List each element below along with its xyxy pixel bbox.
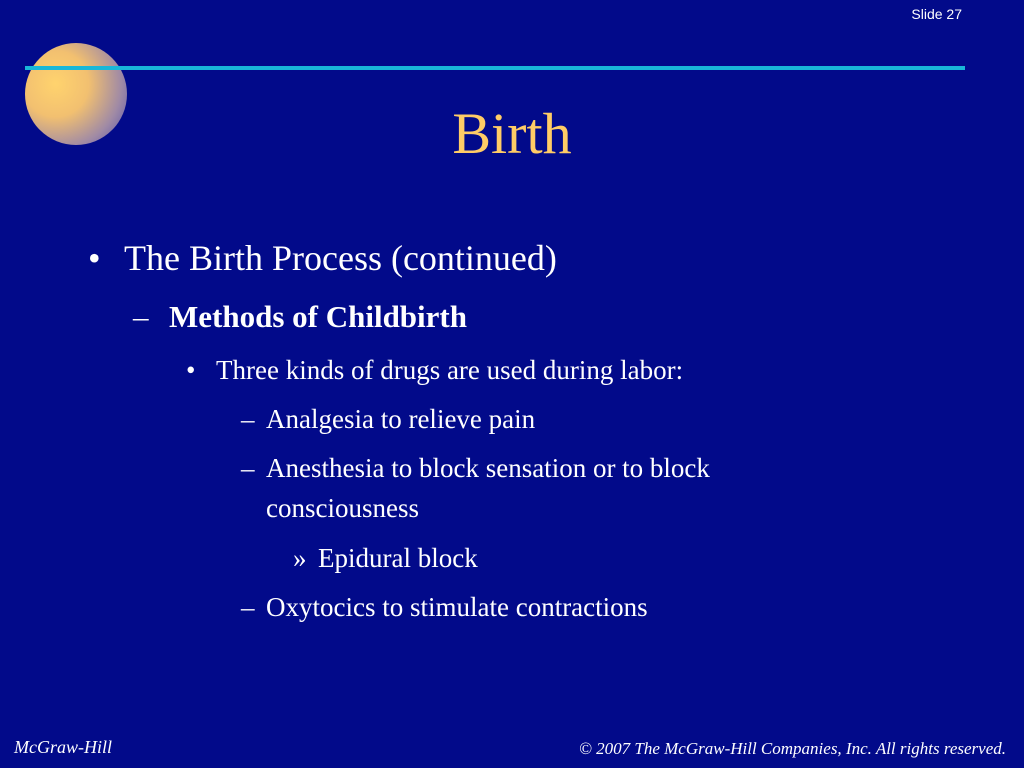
bullet-level-1 — [88, 234, 557, 282]
list-item-continuation: consciousness — [266, 493, 419, 523]
list-item-text: Analgesia to relieve pain — [266, 404, 536, 434]
dash-marker: – — [241, 404, 255, 434]
bullet-level-3 — [186, 352, 683, 388]
slide-number: Slide 27 — [911, 6, 962, 22]
bullet-text: Methods of Childbirth — [169, 299, 467, 334]
slide-title: Birth — [452, 101, 572, 166]
bullet-text: The Birth Process (continued) — [124, 238, 557, 278]
chevron-marker: » — [293, 543, 307, 573]
bullet-marker: • — [88, 238, 101, 278]
list-item — [241, 450, 710, 486]
footer-copyright: © 2007 The McGraw-Hill Companies, Inc. All rights reserved. — [578, 739, 1006, 758]
footer-brand: McGraw-Hill — [14, 737, 112, 757]
list-item-text: Oxytocics to stimulate contractions — [266, 592, 648, 622]
list-item — [241, 401, 535, 437]
dash-marker: – — [241, 592, 255, 622]
list-item-text: Epidural block — [318, 543, 478, 573]
bullet-text: Three kinds of drugs are used during labor: — [216, 355, 684, 385]
list-item — [241, 589, 648, 625]
dash-marker: – — [241, 453, 255, 483]
bullet-marker: • — [186, 355, 196, 385]
dash-marker: – — [133, 299, 149, 334]
bullet-level-2 — [133, 296, 467, 338]
list-item-text: Anesthesia to block sensation or to block — [266, 453, 710, 483]
list-item — [293, 540, 478, 576]
